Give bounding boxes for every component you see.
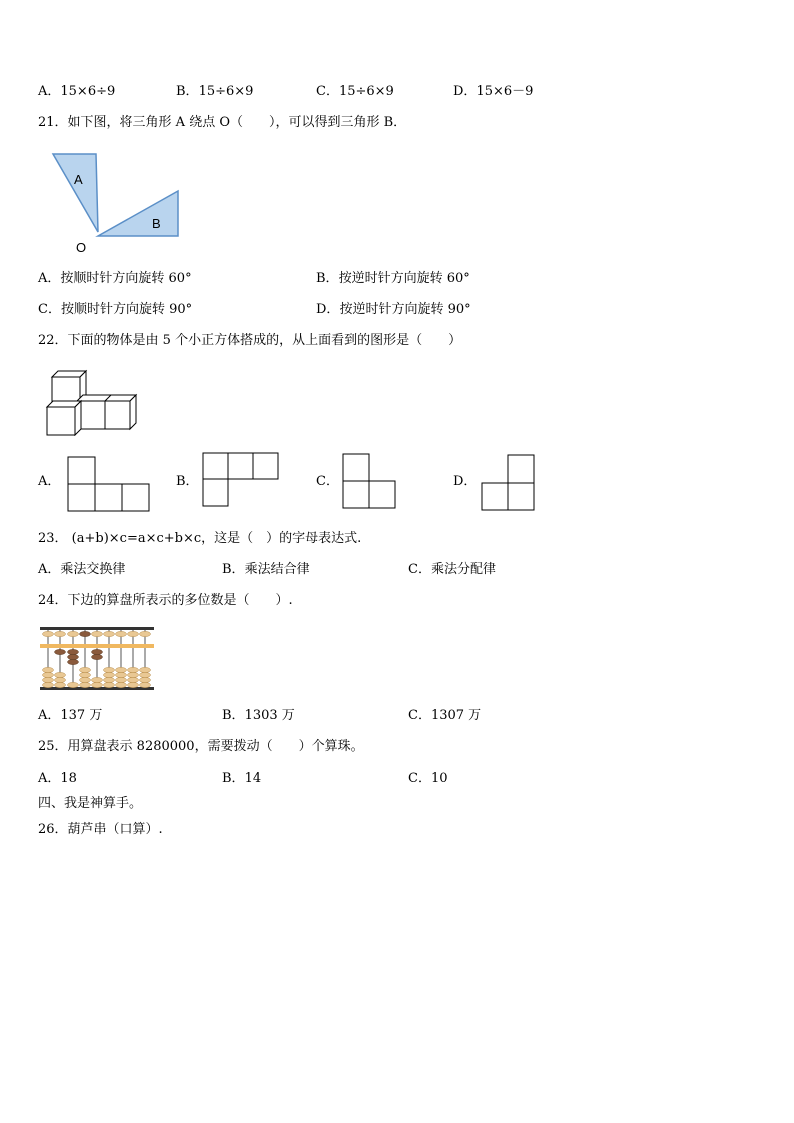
section-title: 四、我是神算手。 — [38, 796, 143, 811]
q20-option-a[interactable]: A．15×6÷9 — [38, 84, 116, 99]
triangle-b — [98, 191, 178, 236]
q22-cube-stack-figure — [44, 368, 140, 436]
q21-option-b[interactable]: B．按逆时针方向旋转 60° — [316, 271, 470, 286]
q24-option-a[interactable]: A．137 万 — [38, 708, 103, 723]
q22-option-d[interactable]: D． — [453, 474, 477, 489]
label-b: B — [152, 216, 161, 231]
label-a: A — [74, 172, 83, 187]
q26-stem: 26．葫芦串（口算）. — [38, 822, 163, 837]
q21-option-c[interactable]: C．按顺时针方向旋转 90° — [38, 302, 193, 317]
q22-stem: 22．下面的物体是由 5 个小正方体搭成的，从上面看到的图形是（ ） — [38, 333, 462, 348]
q21-stem: 21．如下图，将三角形 A 绕点 O（ ），可以得到三角形 B． — [38, 115, 407, 130]
q24-stem: 24．下边的算盘所表示的多位数是（ ）. — [38, 593, 293, 608]
q20-option-b[interactable]: B．15÷6×9 — [176, 84, 254, 99]
q24-option-b[interactable]: B．1303 万 — [222, 708, 295, 723]
q22-option-b-shape — [202, 452, 280, 508]
q22-option-c-shape — [342, 453, 398, 509]
q23-option-a[interactable]: A．乘法交换律 — [38, 562, 126, 577]
q25-option-a[interactable]: A．18 — [38, 771, 77, 786]
q20-option-c[interactable]: C．15÷6×9 — [316, 84, 394, 99]
label-o: O — [76, 240, 87, 255]
q21-rotation-figure — [40, 148, 190, 256]
triangle-a — [53, 154, 98, 232]
q22-option-b[interactable]: B． — [176, 474, 199, 489]
q22-option-c[interactable]: C． — [316, 474, 339, 489]
q22-option-d-shape — [481, 454, 537, 512]
q20-option-d[interactable]: D．15×6－9 — [453, 84, 534, 99]
q22-option-a[interactable]: A． — [38, 474, 61, 489]
q25-option-b[interactable]: B．14 — [222, 771, 262, 786]
q22-option-a-shape — [67, 456, 152, 512]
q21-option-d[interactable]: D．按逆时针方向旋转 90° — [316, 302, 471, 317]
q24-option-c[interactable]: C．1307 万 — [408, 708, 482, 723]
q21-option-a[interactable]: A．按顺时针方向旋转 60° — [38, 271, 192, 286]
q25-stem: 25．用算盘表示 8280000，需要拨动（ ）个算珠。 — [38, 739, 364, 754]
q23-option-c[interactable]: C．乘法分配律 — [408, 562, 496, 577]
q24-abacus-figure — [40, 626, 154, 692]
q23-option-b[interactable]: B．乘法结合律 — [222, 562, 310, 577]
q23-stem: 23． (a+b)×c=a×c+b×c，这是（ ）的字母表达式. — [38, 531, 362, 546]
q25-option-c[interactable]: C．10 — [408, 771, 448, 786]
